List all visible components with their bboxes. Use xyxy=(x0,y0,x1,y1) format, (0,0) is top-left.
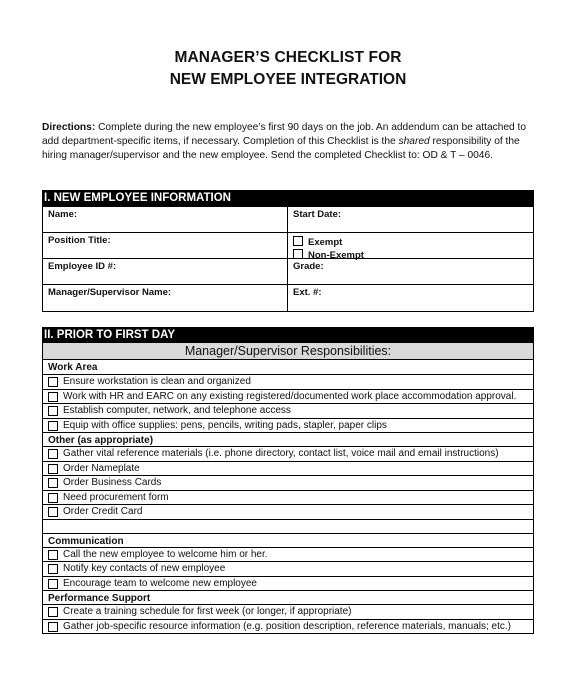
non-exempt-label: Non-Exempt xyxy=(308,250,364,261)
start-date-label: Start Date: xyxy=(293,209,342,220)
ext-field[interactable] xyxy=(288,285,533,311)
exemption-status xyxy=(288,233,533,261)
responsibilities-header: Manager/Supervisor Responsibilities: xyxy=(42,343,534,360)
directions-paragraph xyxy=(42,121,537,163)
checkbox[interactable] xyxy=(48,493,58,503)
checklist-item-text: Order Nameplate xyxy=(63,462,140,474)
group-label-other: Other (as appropriate) xyxy=(43,432,533,446)
checkbox[interactable] xyxy=(48,607,58,617)
employee-info-table xyxy=(42,206,534,312)
position-title-label: Position Title: xyxy=(48,235,111,246)
checklist-item-text: Gather job-specific resource information (e.g. position description, reference materials, manuals; etc.) xyxy=(63,620,511,632)
checklist-item-text: Notify key contacts of new employee xyxy=(63,563,226,574)
document-title-line-1: MANAGER’S CHECKLIST FOR xyxy=(174,49,402,66)
checklist-item-text: Encourage team to welcome new employee xyxy=(63,577,257,589)
checklist-item[interactable] xyxy=(43,461,533,476)
checklist-item[interactable] xyxy=(43,547,533,562)
directions-text-1: Complete during the new employee’s first 90 days on the job. An addendum can be attached to add department-specific items, if necessary. Completion of this Checklist is the xyxy=(42,122,527,147)
section-2-header: II. PRIOR TO FIRST DAY xyxy=(42,327,534,343)
checkbox[interactable] xyxy=(48,564,58,574)
directions-italic-word: shared xyxy=(398,136,430,147)
checklist-item-text: Equip with office supplies: pens, pencils, writing pads, stapler, paper clips xyxy=(63,419,387,431)
prior-to-first-day-checklist xyxy=(42,360,534,634)
start-date-field[interactable] xyxy=(288,207,533,232)
group-label-work-area: Work Area xyxy=(48,362,98,373)
checklist-item-text: Call the new employee to welcome him or her. xyxy=(63,548,268,560)
checkbox[interactable] xyxy=(48,478,58,488)
exempt-option[interactable] xyxy=(293,236,528,249)
checkbox[interactable] xyxy=(48,392,58,402)
checklist-item[interactable] xyxy=(43,490,533,505)
checklist-item[interactable] xyxy=(43,389,533,404)
grade-label: Grade: xyxy=(293,261,324,272)
directions-text-2: responsibility of the hiring manager/supervisor and the new employee. Send the completed Checklist to: OD & T – 0046. xyxy=(42,136,520,161)
checkbox[interactable] xyxy=(48,550,58,560)
checklist-item[interactable] xyxy=(43,619,533,634)
employee-id-label: Employee ID #: xyxy=(48,261,117,272)
ext-label: Ext. #: xyxy=(293,287,322,298)
group-label-communication: Communication xyxy=(43,533,533,547)
checkbox[interactable] xyxy=(48,579,58,589)
manager-name-field[interactable] xyxy=(43,285,288,311)
non-exempt-checkbox[interactable] xyxy=(293,249,303,259)
checkbox[interactable] xyxy=(48,464,58,474)
checklist-item-text: Order Credit Card xyxy=(63,506,143,517)
checkbox[interactable] xyxy=(48,406,58,416)
checklist-item[interactable] xyxy=(43,446,533,461)
checklist-item-text: Gather vital reference materials (i.e. phone directory, contact list, voice mail and email instructions) xyxy=(63,448,499,459)
checkbox[interactable] xyxy=(48,421,58,431)
checkbox[interactable] xyxy=(48,622,58,632)
checklist-item-text: Create a training schedule for first week (or longer, if appropriate) xyxy=(63,606,352,617)
manager-name-label: Manager/Supervisor Name: xyxy=(48,287,172,298)
checklist-item[interactable] xyxy=(43,475,533,490)
checkbox[interactable] xyxy=(48,377,58,387)
checklist-item[interactable] xyxy=(43,576,533,591)
checkbox[interactable] xyxy=(48,507,58,517)
checklist-item[interactable] xyxy=(43,403,533,418)
checklist-item-text: Ensure workstation is clean and organized xyxy=(63,376,251,387)
checkbox[interactable] xyxy=(48,449,58,459)
info-row-employee-id xyxy=(43,258,533,284)
document-title-line-2: NEW EMPLOYEE INTEGRATION xyxy=(169,71,407,88)
checklist-item-text: Work with HR and EARC on any existing registered/documented work place accommodation approval. xyxy=(63,390,517,402)
employee-id-field[interactable] xyxy=(43,259,288,284)
section-1-header: I. NEW EMPLOYEE INFORMATION xyxy=(42,190,534,206)
directions-label: Directions: xyxy=(42,122,96,133)
checklist-item-text: Need procurement form xyxy=(63,491,169,503)
checklist-item[interactable] xyxy=(43,604,533,619)
grade-field[interactable] xyxy=(288,259,533,284)
name-field[interactable] xyxy=(43,207,288,232)
position-title-field[interactable] xyxy=(43,233,288,258)
checklist-item-text: Establish computer, network, and telephone access xyxy=(63,405,291,416)
checklist-item[interactable] xyxy=(43,418,533,433)
info-row-name xyxy=(43,206,533,232)
checklist-item-text: Order Business Cards xyxy=(63,477,162,488)
exempt-label: Exempt xyxy=(308,237,343,248)
checklist-item[interactable] xyxy=(43,504,533,519)
checklist-item[interactable] xyxy=(43,374,533,389)
name-label: Name: xyxy=(48,209,78,220)
exempt-checkbox[interactable] xyxy=(293,236,303,246)
info-row-position xyxy=(43,232,533,261)
checklist-item[interactable] xyxy=(43,561,533,576)
blank-row xyxy=(43,519,533,533)
info-row-manager xyxy=(43,284,533,311)
group-label-performance-support: Performance Support xyxy=(43,590,533,604)
